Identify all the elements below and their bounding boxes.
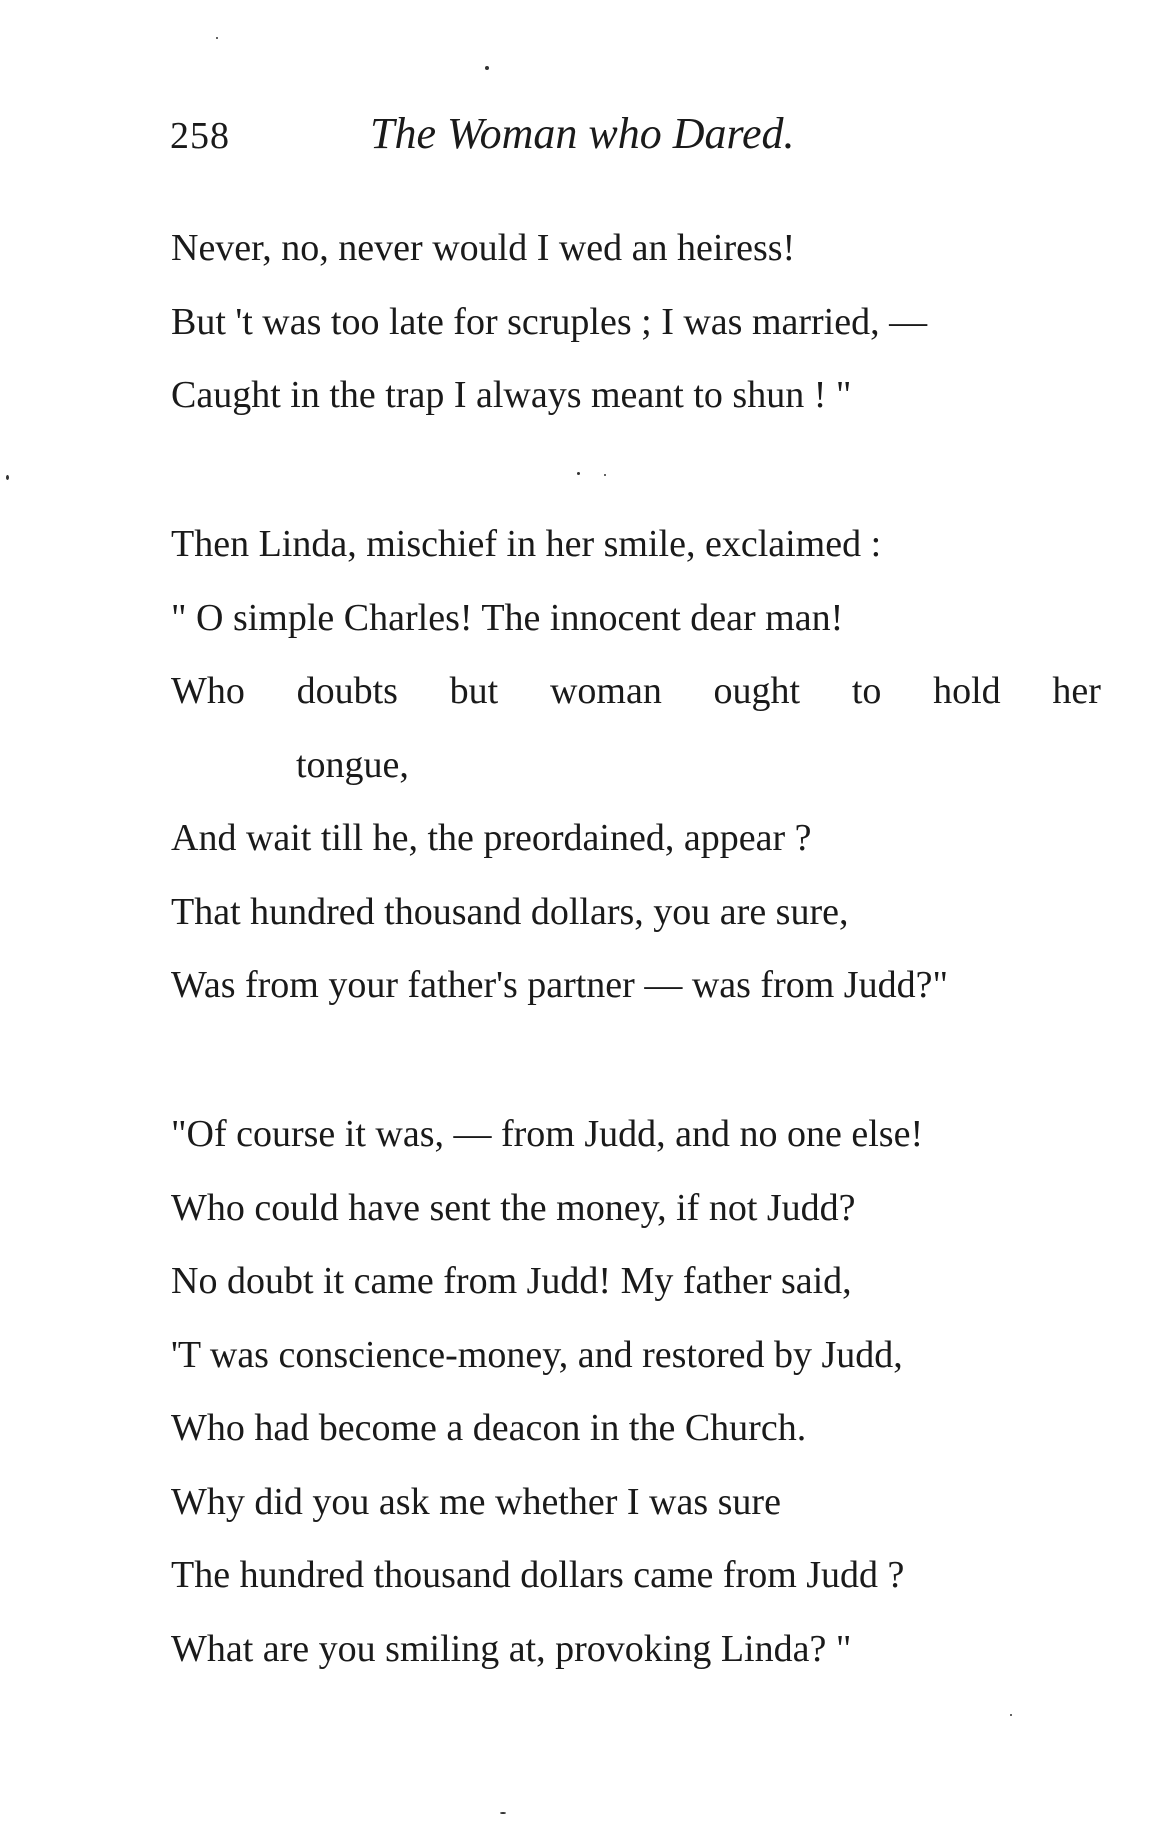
verse-word: woman: [549, 670, 662, 712]
verse-line-justified: [171, 655, 1101, 729]
verse-line: No doubt it came from Judd! My father said,: [171, 1260, 852, 1302]
verse-word: but: [449, 670, 499, 712]
verse-line: What are you smiling at, provoking Linda? ": [171, 1627, 852, 1670]
verse-line: Who had become a deacon in the Church.: [171, 1407, 807, 1449]
verse-line: 'T was conscience-money, and restored by Judd,: [171, 1333, 903, 1376]
scan-speck: [485, 66, 489, 70]
verse-line: Caught in the trap I always meant to shun ! ": [171, 374, 852, 416]
scan-speck: [577, 472, 580, 475]
verse-word: Who: [171, 670, 245, 712]
verse-line: That hundred thousand dollars, you are sure,: [171, 890, 849, 933]
verse-word: hold: [933, 670, 1001, 712]
page-number: 258: [170, 115, 230, 157]
verse-line: "Of course it was, — from Judd, and no one else!: [171, 1113, 924, 1155]
scan-speck: [1010, 1714, 1012, 1716]
stanza-1: [171, 212, 1101, 433]
verse-line: And wait till he, the preordained, appear ?: [171, 817, 812, 859]
verse-line-continuation: tongue,: [296, 743, 409, 786]
verse-line: " O simple Charles! The innocent dear man!: [171, 596, 844, 639]
verse-line: Never, no, never would I wed an heiress!: [171, 227, 796, 269]
verse-line: Who could have sent the money, if not Judd?: [171, 1186, 856, 1229]
verse-word: doubts: [296, 670, 398, 712]
verse-line: But 't was too late for scruples ; I was married, —: [171, 300, 928, 343]
running-title: The Woman who Dared.: [370, 109, 795, 158]
verse-line: Then Linda, mischief in her smile, exclaimed :: [171, 523, 882, 565]
verse-word: her: [1052, 670, 1101, 712]
stanza-2: [171, 508, 1101, 1023]
scan-speck: [500, 1812, 506, 1814]
scan-speck: [216, 37, 218, 39]
stanza-3: [171, 1098, 1101, 1686]
verse-line: Was from your father's partner — was from Judd?": [171, 964, 948, 1006]
verse-line: The hundred thousand dollars came from Judd ?: [171, 1554, 905, 1596]
verse-line: Why did you ask me whether I was sure: [171, 1480, 781, 1523]
verse-word: to: [851, 670, 882, 712]
scan-speck: [604, 474, 606, 476]
page-header: [170, 108, 970, 168]
verse-word: ought: [713, 670, 801, 712]
scan-speck: [6, 475, 9, 480]
